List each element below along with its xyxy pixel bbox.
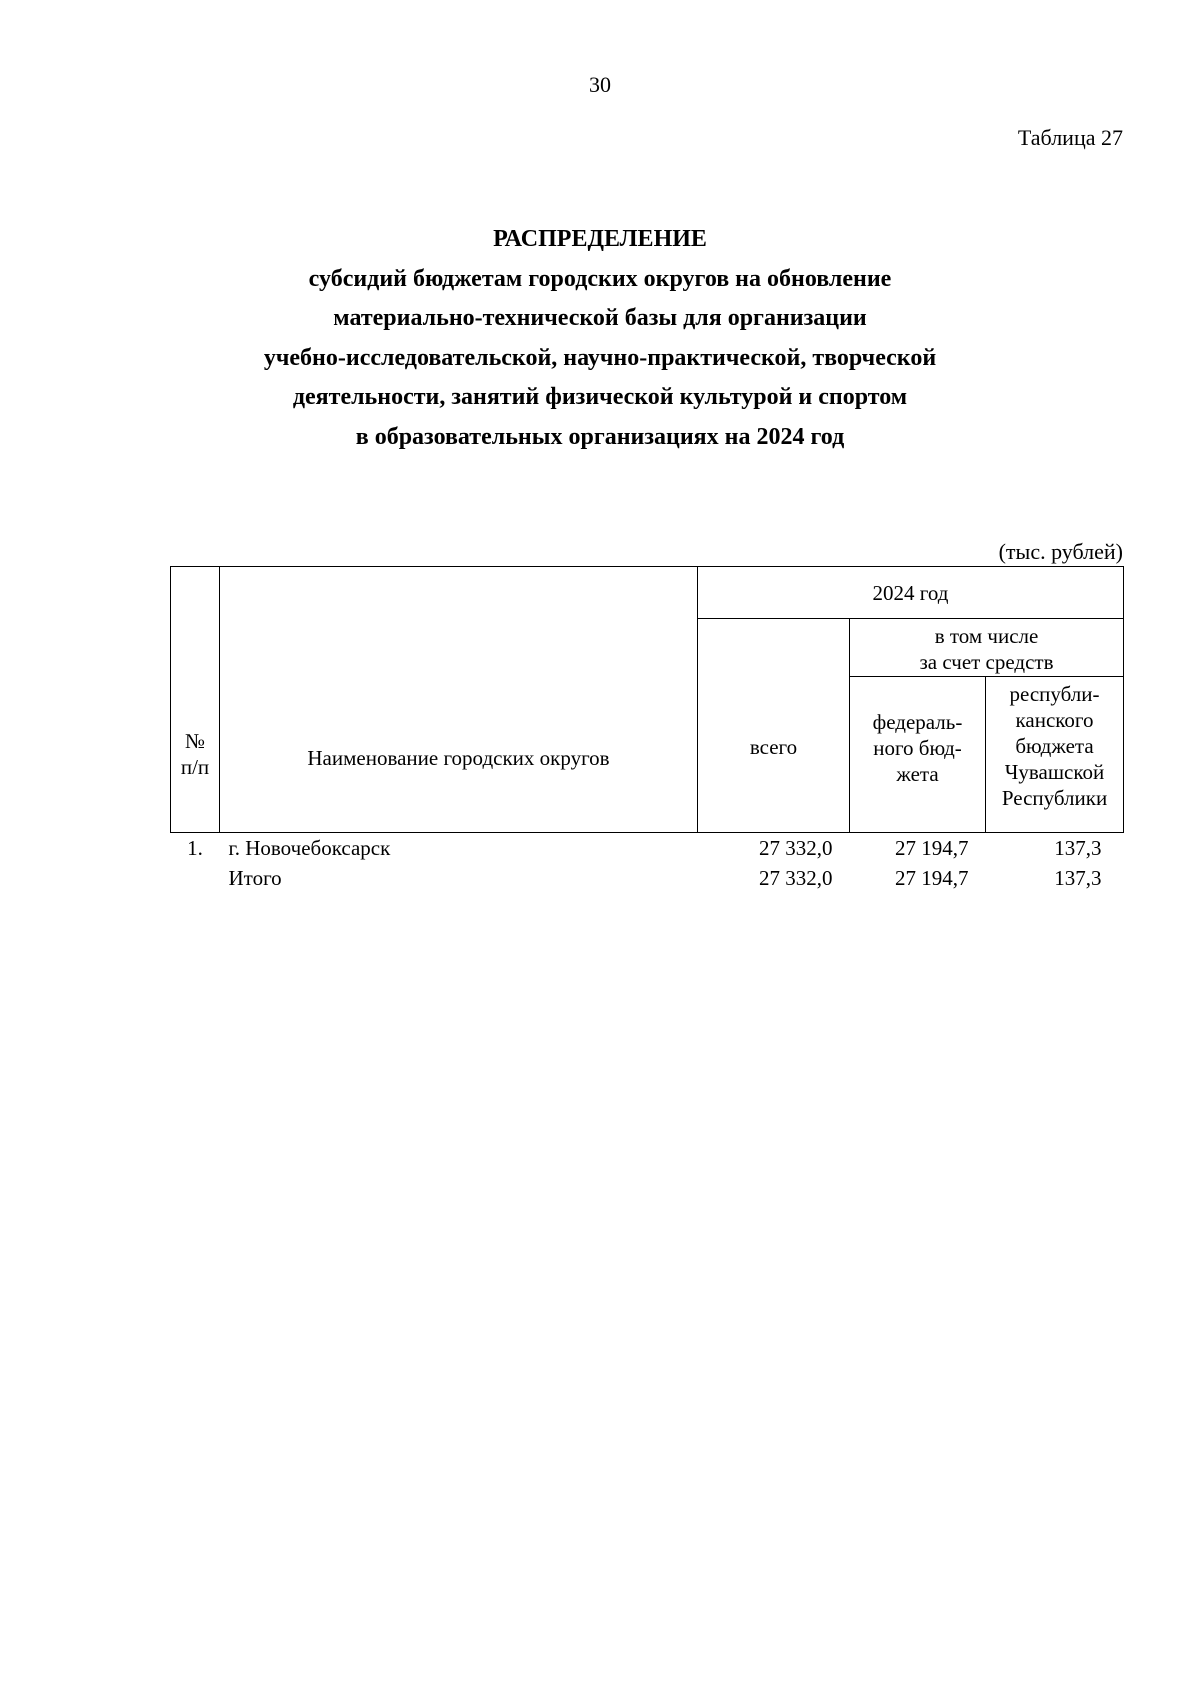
header-number: [171, 567, 220, 833]
cell-name: Итого: [228, 866, 282, 890]
header-federal: федераль- ного бюд- жета: [850, 677, 986, 833]
cell-num: [171, 863, 220, 893]
title-line: субсидий бюджетам городских округов на обновление: [308, 265, 892, 292]
title-line: материально-технической базы для организации: [333, 305, 867, 332]
header-district-name: Наименование городских округов: [220, 567, 698, 833]
cell-republic: 137,3: [1054, 836, 1102, 860]
header-total: всего: [698, 619, 850, 833]
table-label: Таблица 27: [1017, 125, 1123, 150]
cell-total: 27 332,0: [759, 836, 833, 860]
header-including: [850, 619, 1124, 677]
header-including-line2: за счет средств: [919, 649, 1054, 674]
page-number: 30: [589, 72, 611, 97]
title-line: РАСПРЕДЕЛЕНИЕ: [493, 226, 707, 252]
cell-federal: 27 194,7: [895, 866, 969, 890]
document-title: [0, 220, 1200, 458]
cell-name: г. Новочебоксарск: [228, 836, 391, 860]
header-year: 2024 год: [698, 567, 1124, 619]
header-number-symbol: №: [184, 728, 206, 753]
header-republic: республи- канского бюджета Чувашской Республики: [986, 677, 1124, 833]
header-number-abbr: п/п: [180, 754, 210, 779]
distribution-table: [170, 566, 1124, 893]
table-row: [171, 833, 1124, 864]
table-row-total: [171, 863, 1124, 893]
cell-republic: 137,3: [1054, 866, 1102, 890]
cell-num: 1.: [187, 836, 203, 860]
header-including-line1: в том числе: [934, 623, 1039, 648]
cell-total: 27 332,0: [759, 866, 833, 890]
cell-federal: 27 194,7: [895, 836, 969, 860]
title-line: деятельности, занятий физической культурой и спортом: [292, 384, 908, 411]
title-line: учебно-исследовательской, научно-практической, творческой: [263, 344, 937, 371]
title-line: в образовательных организациях на 2024 год: [355, 423, 845, 450]
units-label: (тыс. рублей): [998, 539, 1123, 564]
